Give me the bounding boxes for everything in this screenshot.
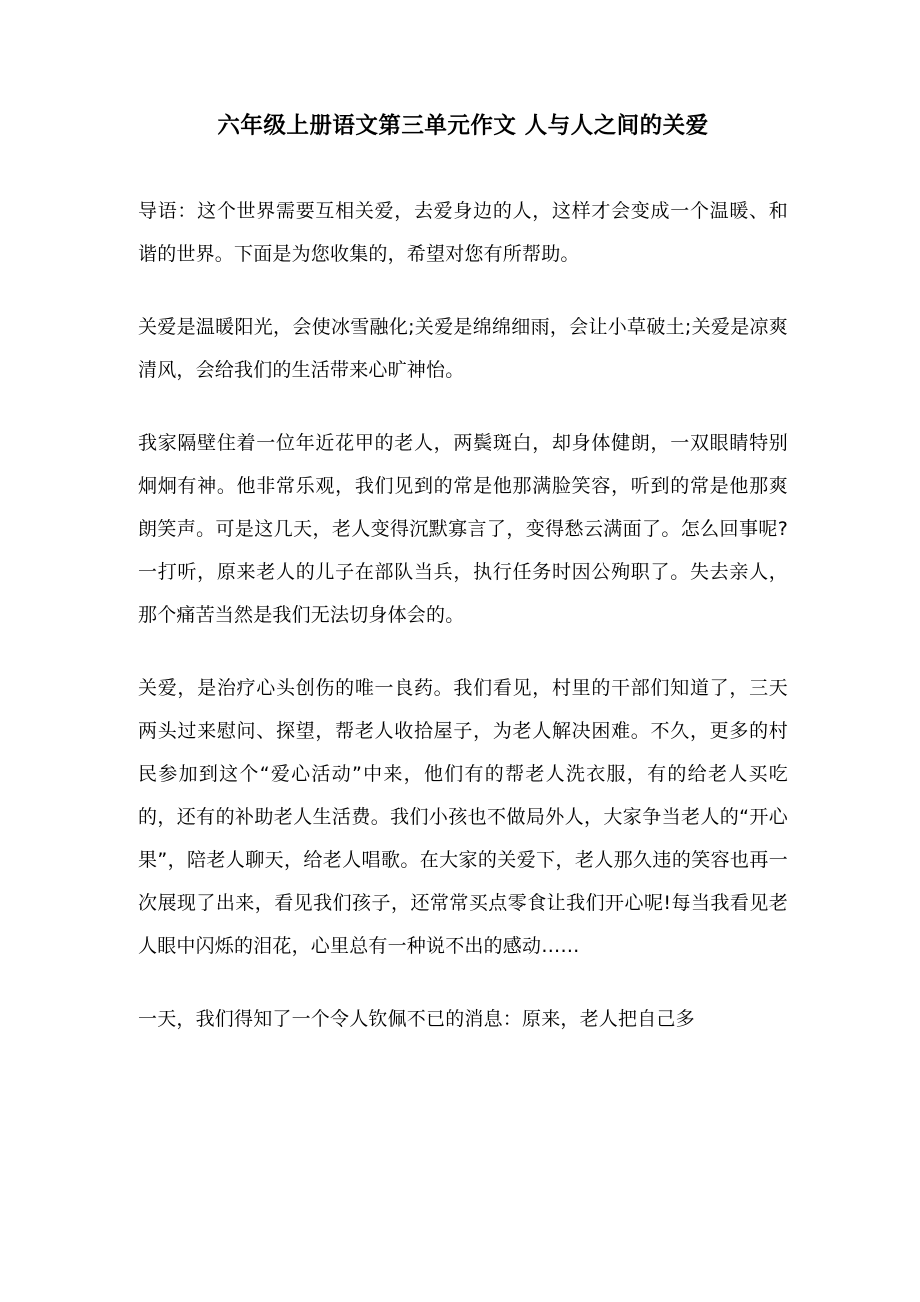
paragraph: 一天，我们得知了一个令人钦佩不已的消息：原来，老人把自己多 bbox=[138, 1007, 695, 1030]
paragraph: 关爱，是治疗心头创伤的唯一良药。我们看见，村里的干部们知道了，三天两头过来慰问、探望，帮老人收拾屋子，为老人解决困难。不久，更多的村民参加到这个“爱心活动”中来，他们有的帮老人洗衣服，有的给老人买吃的，还有的补助老人生活费。我们小孩也不做局外人，大家争当老人的“开心果”，陪老人聊天，给老人唱歌。在大家的关爱下，老人那久违的笑容也再一次展现了出来，看见我们孩子，还常常买点零食让我们开心呢!每当我看见老人眼中闪烁的泪花，心里总有一种说不出的感动…… bbox=[138, 676, 788, 957]
document-body bbox=[138, 190, 788, 1041]
paragraph: 关爱是温暖阳光，会使冰雪融化;关爱是绵绵细雨，会让小草破土;关爱是凉爽清风，会给我们的生活带来心旷神怡。 bbox=[138, 315, 788, 381]
paragraph: 导语：这个世界需要互相关爱，去爱身边的人，这样才会变成一个温暖、和谐的世界。下面是为您收集的，希望对您有所帮助。 bbox=[138, 199, 788, 265]
page-title: 六年级上册语文第三单元作文 人与人之间的关爱 bbox=[217, 113, 709, 139]
paragraph: 我家隔壁住着一位年近花甲的老人，两鬓斑白，却身体健朗，一双眼睛特别炯炯有神。他非常乐观，我们见到的常是他那满脸笑容，听到的常是他那爽朗笑声。可是这几天，老人变得沉默寡言了，变得愁云满面了。怎么回事呢?一打听，原来老人的儿子在部队当兵，执行任务时因公殉职了。失去亲人，那个痛苦当然是我们无法切身体会的。 bbox=[138, 431, 788, 626]
